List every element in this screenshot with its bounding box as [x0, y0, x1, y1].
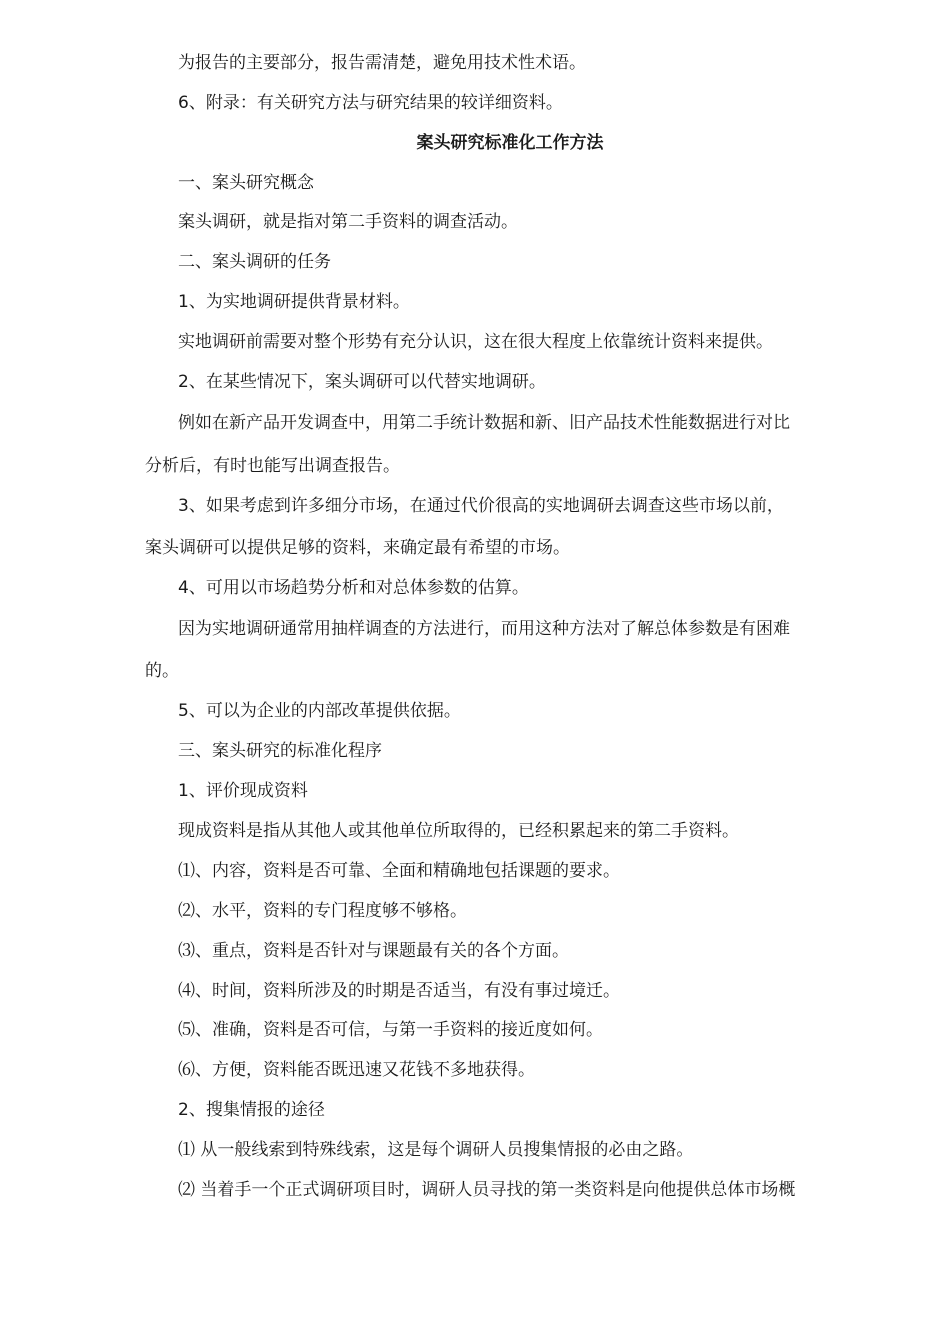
section-heading: 三、案头研究的标准化程序 — [178, 741, 382, 761]
paragraph-line: 实地调研前需要对整个形势有充分认识，这在很大程度上依靠统计资料来提供。 — [178, 332, 773, 352]
paragraph-line: 分析后，有时也能写出调查报告。 — [145, 456, 400, 476]
list-item: ⑷、时间，资料所涉及的时期是否适当，有没有事过境迁。 — [178, 981, 620, 1001]
list-item: 2、在某些情况下，案头调研可以代替实地调研。 — [178, 372, 546, 392]
list-item: 1、评价现成资料 — [178, 781, 308, 801]
paragraph-line: 因为实地调研通常用抽样调查的方法进行，而用这种方法对了解总体参数是有困难 — [178, 619, 790, 639]
paragraph-line: 6、附录：有关研究方法与研究结果的较详细资料。 — [178, 93, 563, 113]
paragraph-line: 现成资料是指从其他人或其他单位所取得的，已经积累起来的第二手资料。 — [178, 821, 739, 841]
list-item: ⑶、重点，资料是否针对与课题最有关的各个方面。 — [178, 941, 569, 961]
list-item: 1、为实地调研提供背景材料。 — [178, 292, 410, 312]
list-item: ⑴ 从一般线索到特殊线索，这是每个调研人员搜集情报的必由之路。 — [178, 1140, 694, 1160]
list-item: ⑸、准确，资料是否可信，与第一手资料的接近度如何。 — [178, 1020, 603, 1040]
paragraph-line: 案头调研可以提供足够的资料，来确定最有希望的市场。 — [145, 538, 570, 558]
section-title: 案头研究标准化工作方法 — [416, 133, 604, 153]
list-item: 3、如果考虑到许多细分市场，在通过代价很高的实地调研去调查这些市场以前， — [178, 496, 784, 516]
section-heading: 二、案头调研的任务 — [178, 252, 331, 272]
list-item: ⑵ 当着手一个正式调研项目时，调研人员寻找的第一类资料是向他提供总体市场概 — [178, 1180, 796, 1200]
paragraph-line: 案头调研，就是指对第二手资料的调查活动。 — [178, 212, 518, 232]
list-item: 4、可用以市场趋势分析和对总体参数的估算。 — [178, 578, 529, 598]
paragraph-line: 为报告的主要部分，报告需清楚，避免用技术性术语。 — [178, 53, 586, 73]
paragraph-line: 的。 — [145, 661, 179, 681]
list-item: ⑵、水平，资料的专门程度够不够格。 — [178, 901, 467, 921]
paragraph-line: 例如在新产品开发调查中，用第二手统计数据和新、旧产品技术性能数据进行对比 — [178, 413, 790, 433]
list-item: 2、搜集情报的途径 — [178, 1100, 325, 1120]
section-heading: 一、案头研究概念 — [178, 173, 314, 193]
list-item: ⑴、内容，资料是否可靠、全面和精确地包括课题的要求。 — [178, 861, 620, 881]
list-item: ⑹、方便，资料能否既迅速又花钱不多地获得。 — [178, 1060, 535, 1080]
list-item: 5、可以为企业的内部改革提供依据。 — [178, 701, 461, 721]
